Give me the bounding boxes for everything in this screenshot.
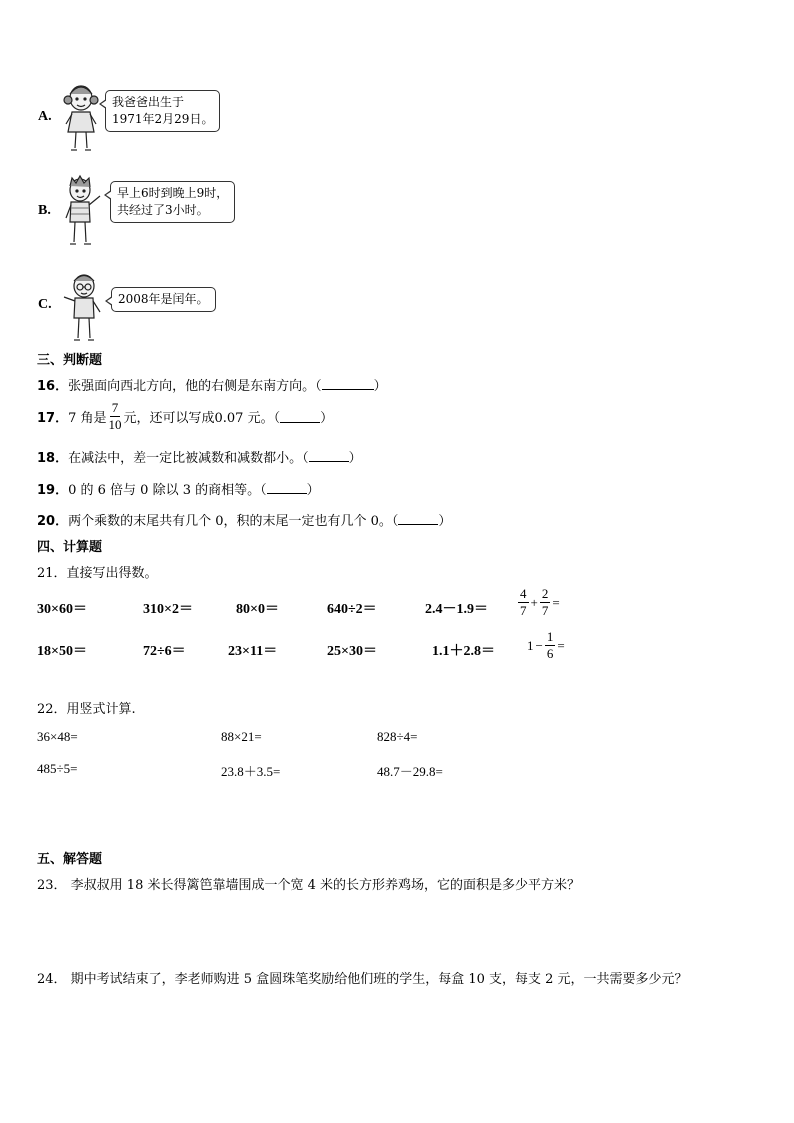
calc-fraction-difference: 1 − $\frac{1}{6}$ = bbox=[527, 629, 565, 661]
section-3-title: 三、判断题 bbox=[37, 353, 103, 368]
speech-line: 共经过了3小时。 bbox=[117, 203, 209, 217]
fraction: $\frac{1}{6}$ bbox=[546, 629, 554, 661]
option-b-speech-bubble bbox=[110, 181, 235, 223]
option-c-speech-bubble bbox=[111, 287, 216, 312]
question-number: 19． bbox=[37, 483, 69, 498]
question-23: 23． 李叔叔用 18 米长得篱笆靠墙围成一个宽 4 米的长方形养鸡场，它的面积是多少平方米？ bbox=[37, 878, 581, 893]
fraction: $\frac{4}{7}$ bbox=[520, 586, 527, 618]
question-22-title: 22．用竖式计算. bbox=[37, 702, 136, 717]
question-number: 20． bbox=[37, 514, 69, 529]
question-21-title: 21．直接写出得数。 bbox=[37, 566, 158, 581]
vertical-calc-item: 23.8＋3.5= bbox=[221, 764, 281, 779]
vertical-calc-item: 485÷5= bbox=[37, 761, 78, 776]
answer-blank[interactable] bbox=[398, 512, 438, 525]
vertical-calc-item: 48.7－29.8= bbox=[377, 764, 443, 779]
option-b-label: B. bbox=[38, 203, 51, 218]
calc-item: 72÷6＝ bbox=[143, 644, 186, 659]
question-text: 张强面向西北方向，他的右侧是东南方向。（ bbox=[68, 379, 322, 394]
question-number: 17． bbox=[37, 411, 69, 426]
boy-figure-icon bbox=[62, 174, 104, 250]
answer-blank[interactable] bbox=[322, 377, 374, 390]
question-text: 元，还可以写成0.07 元。（ bbox=[123, 411, 281, 426]
calc-item: 30×60＝ bbox=[37, 602, 87, 617]
question-number: 16． bbox=[37, 379, 69, 394]
question-24: 24． 期中考试结束了，李老师购进 5 盒圆珠笔奖励给他们班的学生，每盒 10 支，每支 2 元，一共需要多少元？ bbox=[37, 972, 688, 987]
answer-blank[interactable] bbox=[267, 481, 307, 494]
option-c-label: C. bbox=[38, 297, 52, 312]
question-number: 18． bbox=[37, 451, 69, 466]
fraction: $\frac{7}{10}$ bbox=[108, 400, 122, 432]
vertical-calc-item: 88×21= bbox=[221, 729, 262, 744]
question-text: 两个乘数的末尾共有几个 0，积的末尾一定也有几个 0。（ bbox=[68, 514, 399, 529]
calc-item: 23×11＝ bbox=[228, 644, 278, 659]
speech-line: 早上6时到晚上9时， bbox=[117, 186, 229, 200]
section-5-title: 五、解答题 bbox=[37, 852, 103, 867]
vertical-calc-item: 828÷4= bbox=[377, 729, 418, 744]
calc-item: 640÷2＝ bbox=[327, 602, 377, 617]
speech-line: 我爸爸出生于 bbox=[112, 95, 185, 109]
speech-line: 1971年2月29日。 bbox=[112, 112, 214, 126]
boy-with-glasses-figure-icon bbox=[62, 270, 106, 346]
calc-item: 18×50＝ bbox=[37, 644, 87, 659]
option-a-speech-bubble bbox=[105, 90, 220, 132]
option-a-label: A. bbox=[38, 109, 52, 124]
vertical-calc-item: 36×48= bbox=[37, 729, 78, 744]
question-19: 19．0 的 6 倍与 0 除以 3 的商相等。（ ） bbox=[37, 483, 320, 498]
question-text: 0 的 6 倍与 0 除以 3 的商相等。（ bbox=[68, 483, 267, 498]
question-18: 18．在减法中，差一定比被减数和减数都小。（ ） bbox=[37, 451, 362, 466]
calc-item: 2.4－1.9＝ bbox=[425, 602, 488, 617]
fraction: $\frac{2}{7}$ bbox=[541, 586, 549, 618]
section-4-title: 四、计算题 bbox=[37, 540, 103, 555]
question-20: 20．两个乘数的末尾共有几个 0，积的末尾一定也有几个 0。（ ） bbox=[37, 514, 452, 529]
answer-blank[interactable] bbox=[280, 410, 320, 423]
calc-item: 25×30＝ bbox=[327, 644, 377, 659]
speech-line: 2008年是闰年。 bbox=[118, 292, 209, 306]
calc-item: 1.1＋2.8＝ bbox=[432, 644, 495, 659]
calc-fraction-sum: $\frac{4}{7}$ + $\frac{2}{7}$ = bbox=[520, 586, 560, 618]
calc-item: 80×0＝ bbox=[236, 602, 279, 617]
calc-item: 310×2＝ bbox=[143, 602, 193, 617]
question-16: 16．张强面向西北方向，他的右侧是东南方向。（ ） bbox=[37, 379, 387, 394]
girl-figure-icon bbox=[62, 80, 100, 156]
question-17: 17． 7 角是 $\frac{7}{10}$ 元，还可以写成0.07 元。（ ） bbox=[37, 400, 334, 432]
question-text: 7 角是 bbox=[68, 411, 107, 426]
question-text: 在减法中，差一定比被减数和减数都小。（ bbox=[68, 451, 309, 466]
answer-blank[interactable] bbox=[309, 449, 349, 462]
